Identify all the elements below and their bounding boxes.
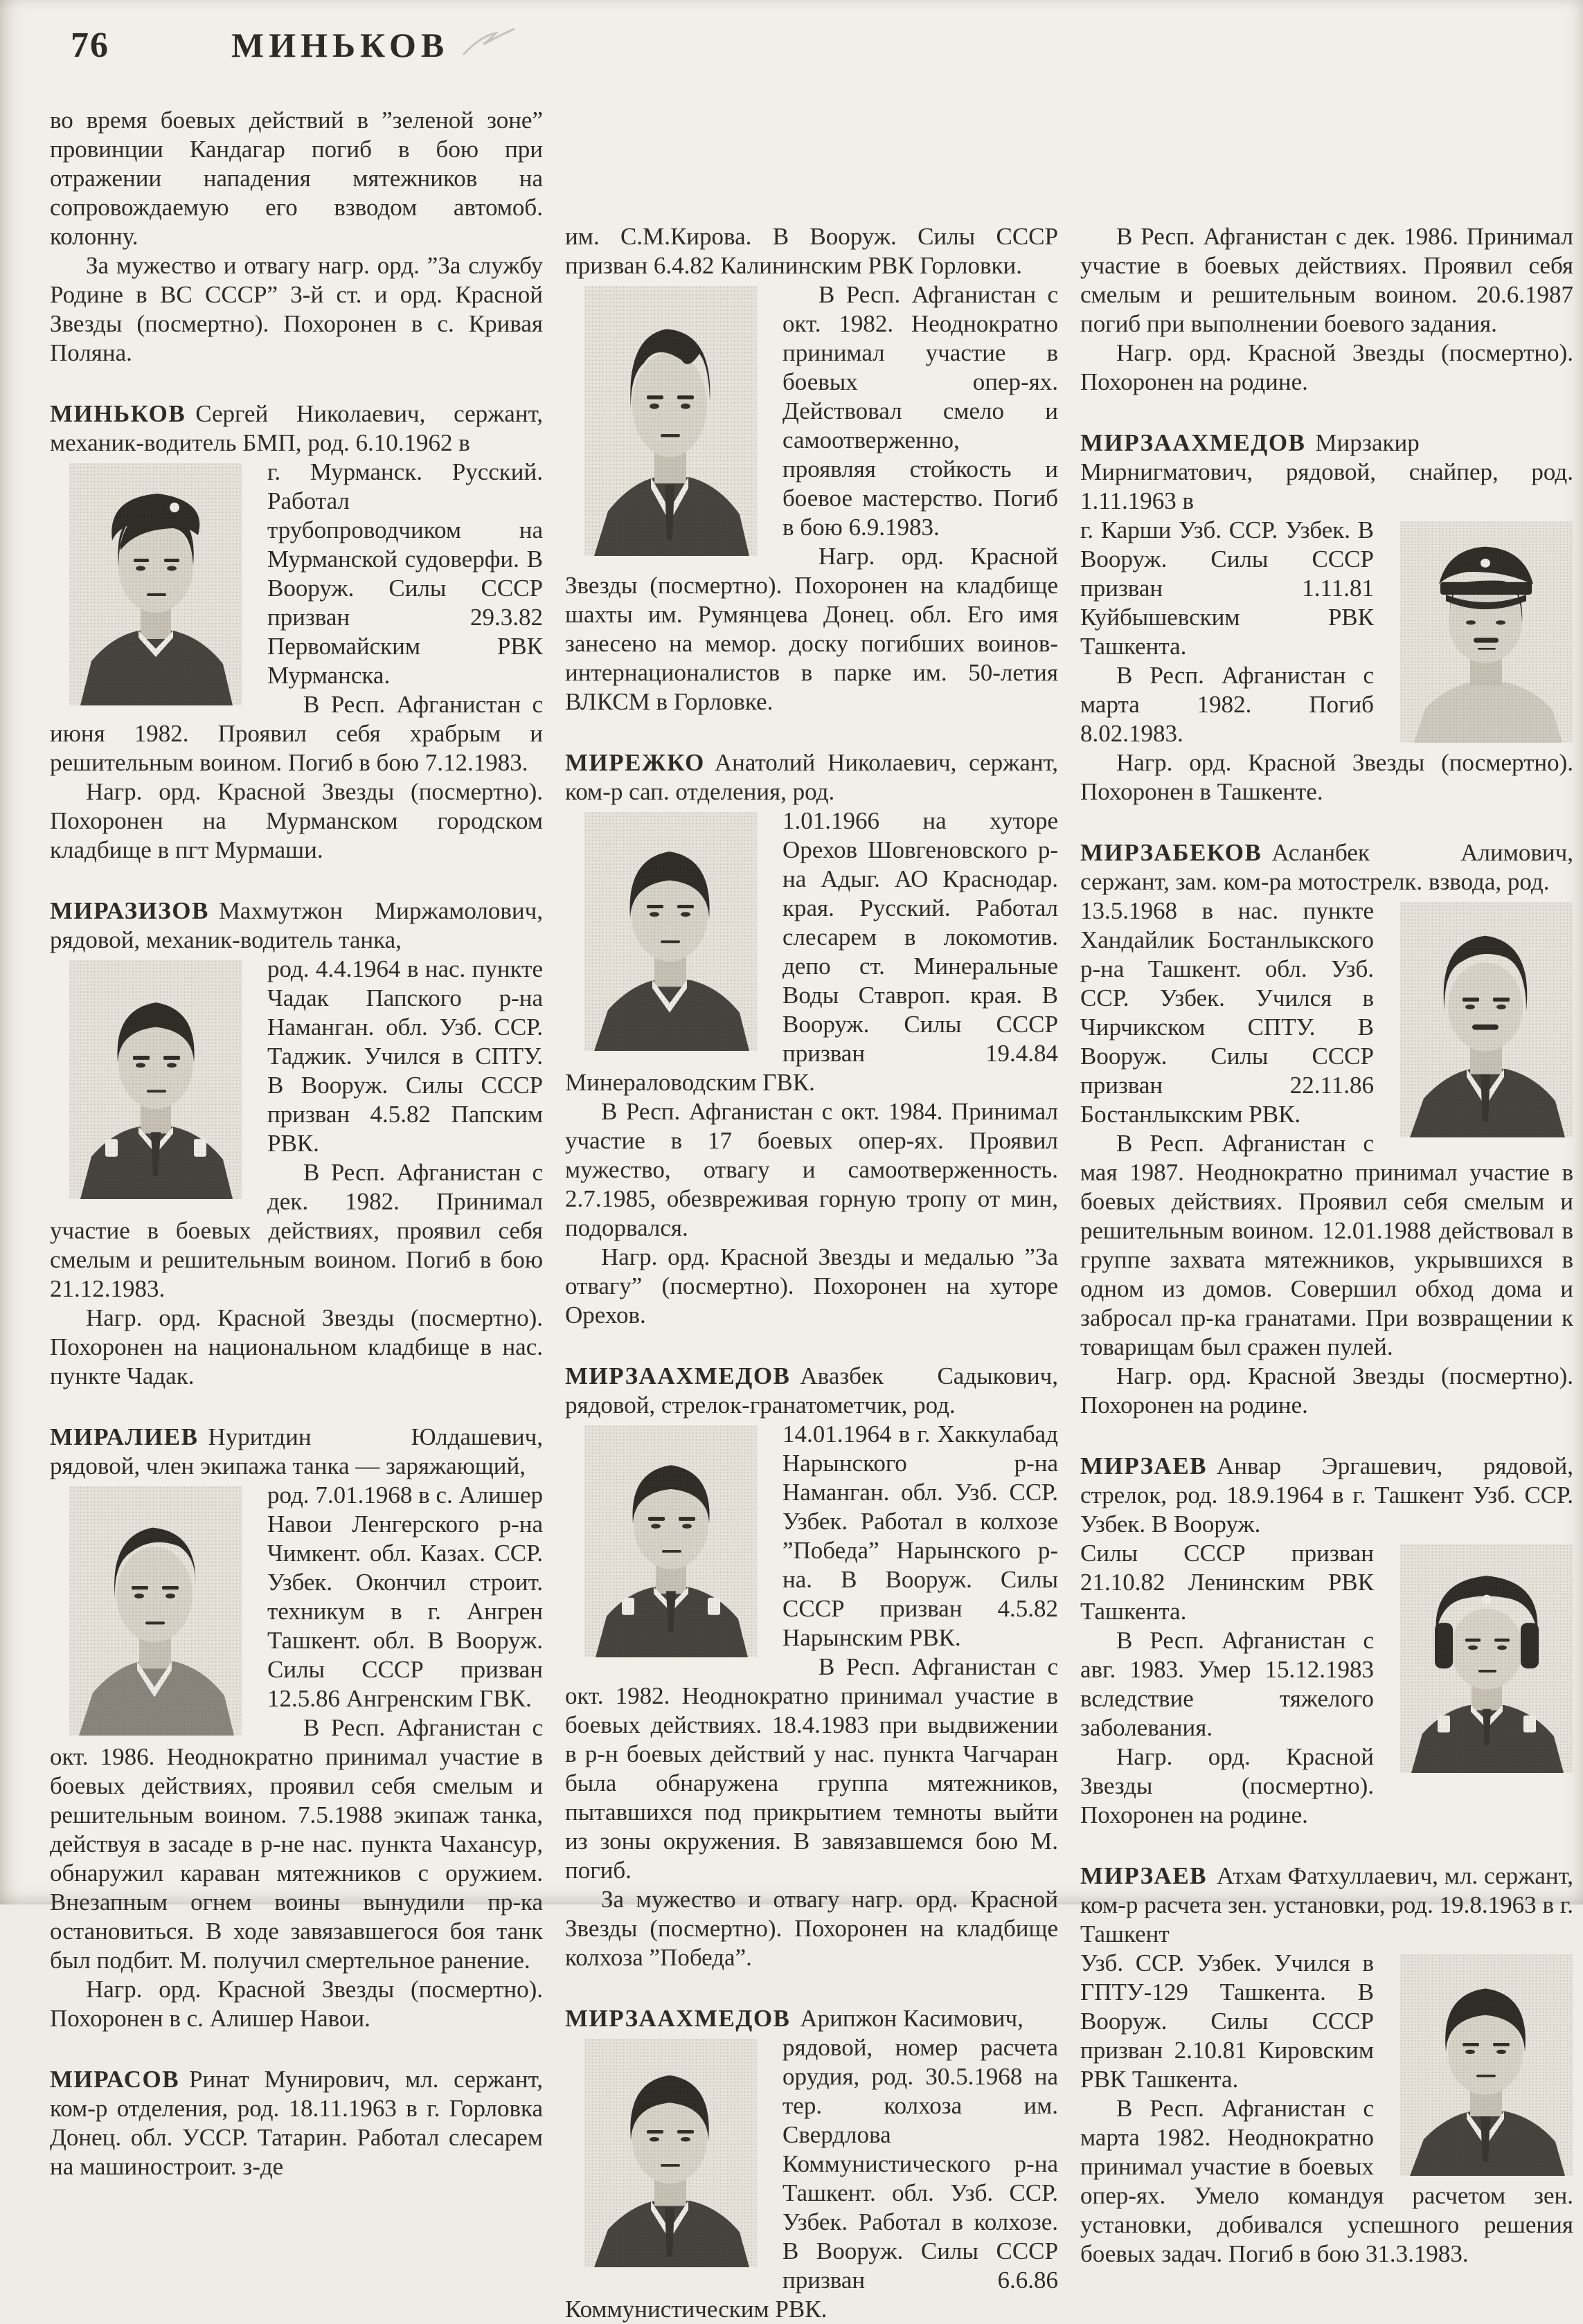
- entry-mirasov-continuation: [565, 222, 1058, 717]
- paragraph: Нагр. орд. Красной Звезды (посмертно). Похоронен на родине.: [1080, 339, 1573, 395]
- entry-lead-text: Ринат Мунирович, мл. сержант, ком-р отделения, род. 18.11.1963 в г. Горловка Донец. обл. УССР. Татарин. Работал слесарем на машиностроит. з-де: [50, 2066, 543, 2180]
- entry-lead-text: Нуритдин Юлдашевич, рядовой, член экипажа танка — заряжающий,: [50, 1423, 543, 1479]
- entry-lead-text: Арипжон Касимович,: [800, 2005, 1023, 2032]
- paragraph: В Респ. Афганистан с окт. 1986. Неоднократно принимал участие в боевых действиях, проявил себя смелым и решительным воином. 7.5.1988 экипаж танка, действуя в засаде в р-не нас. пункта Чахансур, обнаружил караван мятежников с оружием. Внезапным огнем воины вынудили пр-ка остановиться. В ходе завязавшегося боя танк был подбит. М. получил смертельное ранение.: [50, 1714, 543, 1974]
- portrait-photo-avazbek: [584, 1425, 758, 1657]
- column-3: [1080, 106, 1573, 2324]
- entry-mirzaev-atkham: [1080, 1862, 1573, 2269]
- portrait-photo-aripzhon: [584, 2039, 758, 2267]
- entry-name: МИРЗААХМЕДОВ: [565, 1362, 791, 1389]
- entry-mirzabekov: [1080, 838, 1573, 1420]
- paragraph: Нагр. орд. Красной Звезды (посмертно). Похоронен на родине.: [1080, 1743, 1374, 1828]
- entry-lead: [1080, 429, 1573, 516]
- paragraph: рядовой, номер расчета орудия, род. 30.5.1968 на тер. колхоза им. Свердлова Коммунистического р-на Ташкент. обл. Узб. ССР. Узбек. Работал в колхозе. В Вооруж. Силы СССР призван 6.6.86 Коммунистическим РВК.: [565, 2034, 1058, 2323]
- entry-mirzaakhmedov-mirzakir: [1080, 429, 1573, 807]
- paragraph: Нагр. орд. Красной Звезды (посмертно). Похоронен на родине.: [1080, 1362, 1573, 1418]
- entry-name: МИРЗАЕВ: [1080, 1452, 1208, 1479]
- paragraph: Силы СССР призван 21.10.82 Ленинским РВК Ташкента.: [1080, 1540, 1374, 1625]
- paragraph: Нагр. орд. Красной Звезды (посмертно). Похоронен на кладбище шахты им. Румянцева Донец. обл. Его имя занесено на мемор. доску погибших воинов-интернационалистов в парке им. 50-летия ВЛКСМ в Горловке.: [565, 543, 1058, 715]
- portrait-photo-anvar: [1400, 1544, 1573, 1773]
- page-title: МИНЬКОВ: [231, 26, 449, 64]
- paragraph: В Респ. Афганистан с марта 1982. Неоднократно принимал участие в боевых опер-ях. Умело командуя расчетом зен. установки, добивался успешного решения боевых задач. Погиб в бою 31.3.1983.: [1080, 2095, 1573, 2267]
- entry-name: МИРЗАЕВ: [1080, 1862, 1208, 1889]
- portrait-photo-atkham: [1400, 1954, 1573, 2176]
- paragraph: Нагр. орд. Красной Звезды (посмертно). Похоронен в с. Алишер Навои.: [50, 1976, 543, 2032]
- portrait-photo-miraliev: [69, 1486, 242, 1736]
- entry-lead: [1080, 838, 1573, 897]
- entry-lead: [50, 2065, 543, 2181]
- entry-name: МИРЗААХМЕДОВ: [1080, 429, 1306, 456]
- paragraph: Нагр. орд. Красной Звезды (посмертно). Похоронен на Мурманском городском кладбище в пгт Мурмаши.: [50, 778, 543, 863]
- paragraph: В Респ. Афганистан с авг. 1983. Умер 15.12.1983 вследствие тяжелого заболевания.: [1080, 1627, 1374, 1741]
- entry-name: МИНЬКОВ: [50, 400, 186, 427]
- entry-mirzaev-anvar: [1080, 1452, 1573, 1830]
- entry-name: МИРАЛИЕВ: [50, 1423, 199, 1450]
- entry-lead-text: Анвар Эргашевич, рядовой, стрелок, род. 18.9.1964 в г. Ташкент Узб. ССР. Узбек. В Вооруж.: [1080, 1452, 1573, 1538]
- entry-lead: [50, 1423, 543, 1481]
- paragraph: 1.01.1966 на хуторе Орехов Шовгеновского р-на Адыг. АО Краснодар. края. Русский. Работал слесарем в локомотив. депо ст. Минеральные Воды Ставроп. края. В Вооруж. Силы СССР призван 19.4.84 Минераловодским ГВК.: [565, 807, 1058, 1096]
- portrait-photo-mirzabekov: [1400, 902, 1573, 1137]
- paragraph: род. 7.01.1968 в с. Алишер Навои Ленгерского р-на Чимкент. обл. Казах. ССР. Узбек. Окончил строит. техникум в г. Ангрен Ташкент. обл. В Вооруж. Силы СССР призван 12.5.86 Ангренским ГВК.: [267, 1481, 543, 1712]
- paragraph: В Респ. Афганистан с дек. 1986. Принимал участие в боевых действиях. Проявил себя смелым и решительным воином. 20.6.1987 погиб при выполнении боевого задания.: [1080, 223, 1573, 337]
- paragraph: род. 4.4.1964 в нас. пункте Чадак Папского р-на Наманган. обл. Узб. ССР. Таджик. Учился в СПТУ. В Вооруж. Силы СССР призван 4.5.82 Папским РВК.: [267, 955, 543, 1157]
- portrait-photo-mirezhko: [584, 812, 758, 1051]
- paragraph: В Респ. Афганистан с дек. 1982. Принимал участие в боевых действиях, проявил себя смелым и решительным воином. Погиб в бою 21.12.1983.: [50, 1159, 543, 1302]
- paragraph: За мужество и отвагу нагр. орд. ”За службу Родине в ВС СССР” 3-й ст. и орд. Красной Звезды (посмертно). Похоронен в с. Кривая Поляна.: [50, 252, 543, 366]
- entry-lead: [565, 1362, 1058, 1420]
- paragraph: В Респ. Афганистан с июня 1982. Проявил себя храбрым и решительным воином. Погиб в бою 7.12.1983.: [50, 691, 543, 776]
- portrait-photo-mirazizov: [69, 960, 242, 1199]
- entry-lead-text: Мирзакир Мирнигматович, рядовой, снайпер, род. 1.11.1963 в: [1080, 429, 1573, 514]
- entry-mirzaakhmedov-avazbek: [565, 1362, 1058, 1972]
- entry-lead: [565, 748, 1058, 807]
- entry-lead-text: Анатолий Николаевич, сержант, ком-р сап. отделения, род.: [565, 749, 1058, 805]
- entry-lead-text: Сергей Николаевич, сержант, механик-водитель БМП, род. 6.10.1962 в: [50, 400, 543, 456]
- column-2: [565, 106, 1058, 2324]
- paragraph: В Респ. Афганистан с марта 1982. Погиб 8.02.1983.: [1080, 662, 1374, 747]
- entry-lead-text: Асланбек Алимович, сержант, зам. ком-ра мотострелк. взвода, род.: [1080, 839, 1573, 895]
- entry-name: МИРЕЖКО: [565, 749, 705, 776]
- paragraph: В Респ. Афганистан с мая 1987. Неоднократно принимал участие в боевых действиях. Проявил себя смелым и решительным воином. 12.01.1988 действовал в группе захвата мятежников, укрывшихся в одном из домов. Совершил обход дома и забросал пр-ка гранатами. При возвращении к товарищам был сражен пулей.: [1080, 1130, 1573, 1360]
- entry-miraliev: [50, 1423, 543, 2033]
- paragraph: В Респ. Афганистан с окт. 1984. Принимал участие в 17 боевых опер-ях. Проявил мужество, отвагу и самоотверженность. 2.7.1985, обезвреживая горную тропу от мин, подорвался.: [565, 1098, 1058, 1241]
- entry-name: МИРЗААХМЕДОВ: [565, 2005, 791, 2032]
- paragraph: Узб. ССР. Узбек. Учился в ГПТУ-129 Ташкента. В Вооруж. Силы СССР призван 2.10.81 Кировским РВК Ташкента.: [1080, 1949, 1374, 2093]
- entry-lead: [1080, 1452, 1573, 1539]
- pen-mark: [460, 24, 522, 65]
- entry-lead: [1080, 1862, 1573, 1949]
- paragraph: В Респ. Афганистан с окт. 1982. Неоднократно принимал участие в боевых опер-ях. Действовал смело и самоотверженно, проявляя стойкость и боевое мастерство. Погиб в бою 6.9.1983.: [782, 281, 1058, 541]
- paragraph: За мужество и отвагу нагр. орд. Красной Звезды (посмертно). Похоронен на кладбище колхоза ”Победа”.: [565, 1886, 1058, 1971]
- entry-mirazizov: [50, 897, 543, 1391]
- entry-lead-text: Махмутжон Миржамолович, рядовой, механик-водитель танка,: [50, 897, 543, 953]
- entry-lead-text: Атхам Фатхуллаевич, мл. сержант, ком-р расчета зен. установки, род. 19.8.1963 в г. Ташкент: [1080, 1862, 1573, 1947]
- entry-lead: [50, 399, 543, 458]
- entry-mirzaakhmedov-aripzhon: [565, 2004, 1058, 2324]
- entry-mirezhko: [565, 748, 1058, 1330]
- paragraph: Нагр. орд. Красной Звезды и медалью ”За отвагу” (посмертно). Похоронен на хуторе Орехов.: [565, 1243, 1058, 1328]
- page-number: 76: [71, 26, 109, 65]
- paragraph: во время боевых действий в ”зеленой зоне” провинции Кандагар погиб в бою при отражении нападения мятежников на сопровождаемую его взводом автомоб. колонну.: [50, 107, 543, 250]
- entry-lead-text: Авазбек Садыкович, рядовой, стрелок-гранатометчик, род.: [565, 1362, 1058, 1418]
- entry-name: МИРАЗИЗОВ: [50, 897, 209, 924]
- portrait-photo-minkov: [69, 463, 242, 705]
- entry-lead: [50, 897, 543, 955]
- entry-name: МИРАСОВ: [50, 2066, 180, 2093]
- paragraph: г. Карши Узб. ССР. Узбек. В Вооруж. Силы СССР призван 1.11.81 Куйбышевским РВК Ташкента.: [1080, 516, 1374, 660]
- column-1: [50, 106, 543, 2324]
- paragraph: В Респ. Афганистан с окт. 1982. Неоднократно принимал участие в боевых действиях. 18.4.1983 при выдвижении в р-н боевых действий у нас. пункта Чагчаран была обнаружена группа мятежников, пытавшихся под прикрытием темноты выйти из зоны окружения. В завязавшемся бою М. погиб.: [565, 1653, 1058, 1884]
- paragraph: Нагр. орд. Красной Звезды (посмертно). Похоронен на национальном кладбище в нас. пункте Чадак.: [50, 1304, 543, 1389]
- entry-minkov: [50, 399, 543, 865]
- portrait-photo-mirzakir: [1400, 521, 1573, 743]
- paragraph: 13.5.1968 в нас. пункте Хандайлик Бостанлыкского р-на Ташкент. обл. Узб. ССР. Узбек. Учился в Чирчикском СПТУ. В Вооруж. Силы СССР призван 22.11.86 Бостанлыкским РВК.: [1080, 897, 1374, 1128]
- paragraph: 14.01.1964 в г. Хаккулабад Нарынского р-на Наманган. обл. Узб. ССР. Узбек. Работал в колхозе ”Победа” Нарынского р-на. В Вооруж. Силы СССР призван 4.5.82 Нарынским РВК.: [782, 1421, 1058, 1651]
- entry-mirasov: [50, 2065, 543, 2181]
- portrait-photo-mirasov: [584, 286, 758, 556]
- paragraph: г. Мурманск. Русский. Работал трубопроводчиком на Мурманской судоверфи. В Вооруж. Силы СССР призван 29.3.82 Первомайским РВК Мурманска.: [267, 458, 543, 689]
- entry-lead: [565, 2004, 1058, 2033]
- entry-continuation-intro: [50, 106, 543, 368]
- entry-name: МИРЗАБЕКОВ: [1080, 839, 1262, 866]
- entry-aripzhon-continuation: [1080, 222, 1573, 397]
- paragraph: им. С.М.Кирова. В Вооруж. Силы СССР призван 6.4.82 Калининским РВК Горловки.: [565, 223, 1058, 279]
- paragraph: Нагр. орд. Красной Звезды (посмертно). Похоронен в Ташкенте.: [1080, 749, 1573, 805]
- columns: [50, 106, 1573, 2324]
